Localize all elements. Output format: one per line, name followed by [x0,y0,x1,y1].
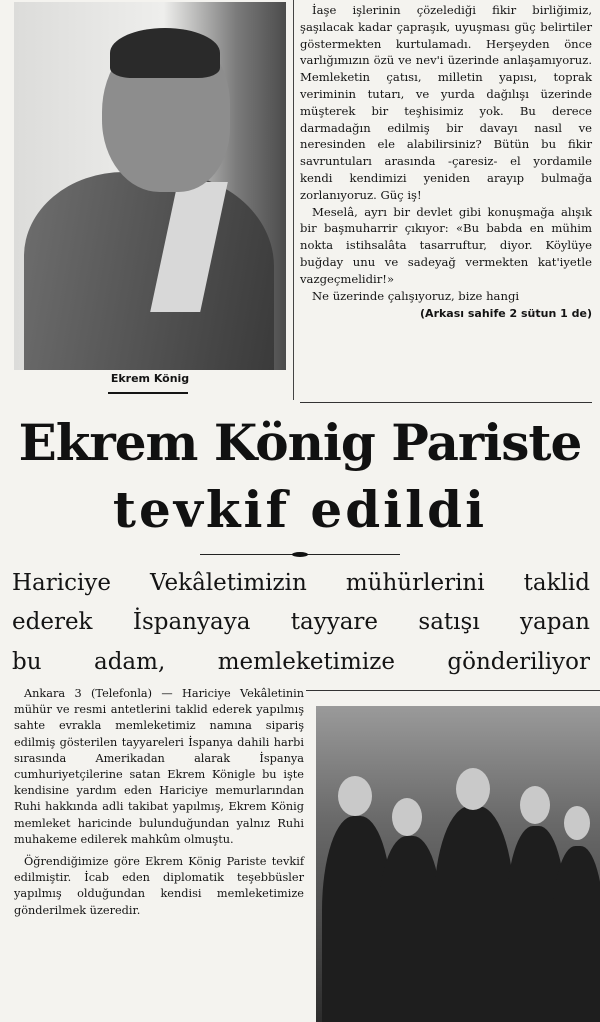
article-paragraph: Ankara 3 (Telefonla) — Hariciye Vekâletinin mühür ve resmi antetlerini taklid ederek yapılmış sahte evrakla memleketimiz namına sipariş edilmiş gösterilen tayyareleri İspanya dahili harbi sırasında Amerikadan alarak İspanya cumhuriyetçilerine satan Ekrem Königle bu işte kendisine yardım eden Hariciye memurlarından Ruhi hakkında adli takibat yapılmış, Ekrem König memleket haricinde bulunduğundan yalnız Ruhi muhakeme edilerek mahkûm olmuştu. [14,687,304,846]
editorial-paragraph: İaşe işlerinin çözelediği fikir birliğimiz, şaşılacak kadar çapraşık, uyuşması güç belirtiler göstermekten kurtulamadı. Herşeyden önce varlığımızın özü ve nev'i üzerinde anlaşamıyoruz. Memleketin çatısı, milletin yapısı, toprak veriminin tutarı, ve yurda dağılışı üzerinde müşterek bir teşhisimiz yok. Bu derece darmadağın edilmiş bir davayı nasıl ve neresinden ele alabilirsiniz? Bütün bu fikir savruntuları arasında -çaresiz- el yordamile kendi kendimizi yeniden arayıp bulmağa zorlanıyoruz. Güç iş! [300,3,592,202]
article-body [14,686,304,919]
ekrem-konig-portrait-photo [14,2,286,370]
group-photo-figure [378,836,442,1022]
caption-underline [108,392,188,394]
group-photo-face [338,776,372,816]
subheadline-line-1: Hariciye Vekâletimizin mühürlerini taklid [12,570,590,596]
group-photo-figure [552,846,600,1022]
headline-ornament [200,552,400,558]
article-paragraph: Öğrendiğimize göre Ekrem König Pariste tevkif edilmiştir. İcab eden diplomatik teşebbüsler yapılmış olduğundan kendisi memleketimize gönderilmek üzeredir. [14,855,304,917]
subheadline-line-2: ederek İspanyaya tayyare satışı yapan [12,609,590,635]
group-photo-face [564,806,590,840]
headline-line-2: tevkif edildi [112,480,488,539]
ornament-dot [292,552,308,557]
section-rule [300,402,592,403]
group-photo [316,706,600,1022]
top-editorial-column [300,2,592,323]
group-photo-face [520,786,550,824]
portrait-caption: Ekrem König [110,372,190,385]
column-divider [293,0,294,400]
continued-note: (Arkası sahife 2 sütun 1 de) [420,307,592,321]
photo-figure-body [24,172,274,370]
subheadline-line-3: bu adam, memleketimize gönderiliyor [12,649,590,675]
group-photo-face [392,798,422,836]
group-photo-face [456,768,490,810]
article-rule [306,690,600,691]
editorial-paragraph: Meselâ, ayrı bir devlet gibi konuşmağa alışık bir başmuharrir çıkıyor: «Bu babda en mühim nokta istihsalâta tasarruftur, diyor. Köylüye buğday unu ve sadeyağ vermekten kat'iyetle vazgeçmelidir!» [300,204,592,286]
editorial-paragraph: Ne üzerinde çalışıyoruz, bize hangi [312,288,520,303]
headline-line-1: Ekrem König Pariste [18,413,582,472]
group-photo-figure [434,806,514,1022]
photo-figure-hair [110,28,220,78]
